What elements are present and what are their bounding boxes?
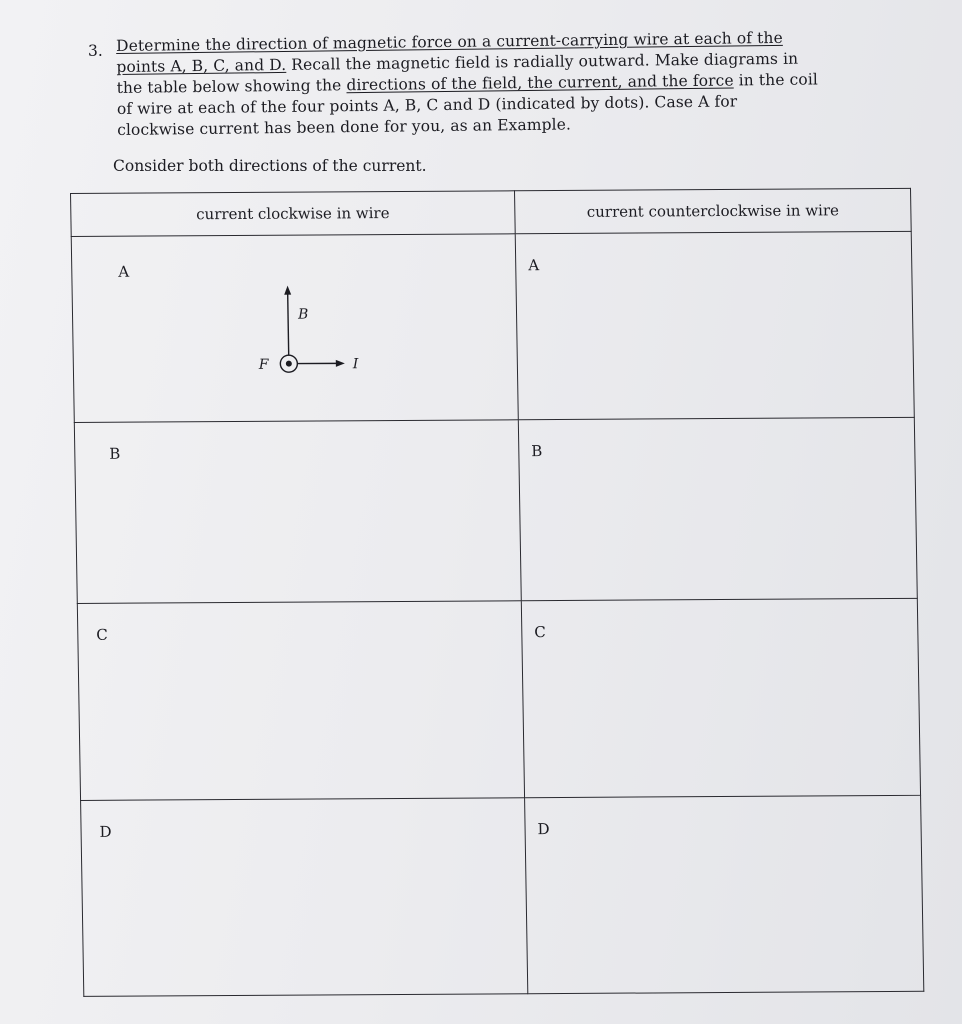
question-line-1: Determine the direction of magnetic force on a current-carrying wire at each of the: [116, 28, 783, 55]
question-number: 3.: [88, 42, 103, 60]
question-text: [116, 27, 877, 141]
header-counterclockwise: current counterclockwise in wire: [515, 188, 912, 233]
field-arrow-head: [284, 286, 291, 295]
question-line-4: of wire at each of the four points A, B, C and D (indicated by dots). Case A for: [116, 92, 738, 118]
example-diagram: [212, 280, 364, 381]
consider-note: Consider both directions of the current.: [113, 157, 427, 175]
row-label-d: D: [99, 822, 112, 841]
row-label-b: B: [109, 444, 121, 463]
current-arrow-head: [336, 360, 345, 367]
question-line-3: the table below showing the directions of the field, the current, and the force in the coil: [116, 70, 818, 97]
cell-c-counterclockwise[interactable]: [521, 598, 920, 797]
table-row: [71, 231, 914, 422]
header-clockwise: current clockwise in wire: [71, 191, 516, 237]
row-label-a: A: [118, 262, 130, 281]
cell-d-clockwise[interactable]: [81, 798, 528, 997]
table-row: [81, 795, 924, 996]
row-label-a-ccw: A: [528, 256, 540, 275]
row-label-c-ccw: C: [534, 623, 546, 642]
question-line-2: points A, B, C, and D. Recall the magnetic field is radially outward. Make diagrams in: [116, 49, 799, 76]
table-header-row: [71, 188, 912, 236]
current-label: I: [352, 356, 359, 373]
cell-a-counterclockwise[interactable]: [515, 231, 914, 419]
cell-d-counterclockwise[interactable]: [525, 795, 924, 993]
field-label: B: [297, 306, 309, 323]
force-label: F: [258, 356, 269, 373]
cell-a-clockwise[interactable]: [71, 234, 518, 423]
field-arrow: [288, 293, 289, 356]
row-label-d-ccw: D: [537, 820, 550, 839]
cell-b-clockwise[interactable]: [74, 420, 521, 604]
row-label-b-ccw: B: [531, 442, 543, 461]
force-dot: [286, 361, 292, 367]
cell-b-counterclockwise[interactable]: [518, 417, 917, 600]
question-line-5: clockwise current has been done for you, as an Example.: [117, 115, 572, 139]
table-row: [74, 417, 917, 603]
answer-table: [70, 188, 924, 997]
row-label-c: C: [96, 625, 108, 644]
table-row: [77, 598, 920, 800]
cell-c-clockwise[interactable]: [77, 601, 524, 801]
